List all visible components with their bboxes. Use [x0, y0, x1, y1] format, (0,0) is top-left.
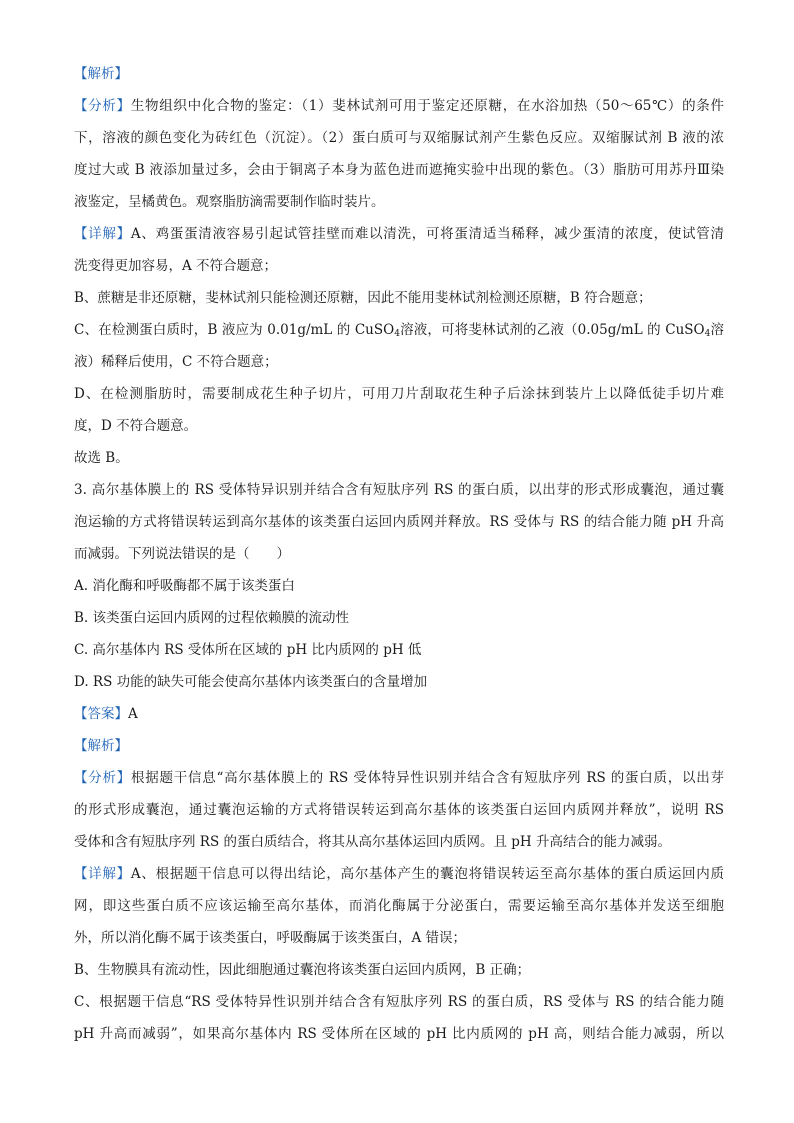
- xiangjie-1-option-d-line-1: D、在检测脂肪时，需要制成花生种子切片，可用刀片刮取花生种子后涂抹到装片上以降低徒手切片难: [74, 386, 724, 402]
- fenxi-1-line-3: 度过大或 B 液添加量过多，会由于铜离子本身为蓝色进而遮掩实验中出现的紫色。（3）脂肪可用苏丹Ⅲ染: [74, 162, 724, 178]
- xiangjie-2-line-3: 外，所以消化酶不属于该类蛋白，呼吸酶属于该类蛋白，A 错误；: [74, 930, 467, 946]
- answer-line: [74, 704, 724, 724]
- fenxi-1-line-4: 液鉴定，呈橘黄色。观察脂肪滴需要制作临时装片。: [74, 194, 385, 210]
- xiangjie-1-line-2: 洗变得更加容易，A 不符合题意；: [74, 258, 278, 274]
- c1-part-a: C、在检测蛋白质时，B 液应为 0.01g/mL 的 CuSO: [74, 322, 395, 338]
- xiangjie-tag: 【详解】: [74, 226, 131, 242]
- answer-value: A: [128, 706, 138, 722]
- fenxi-tag: 【分析】: [74, 98, 131, 114]
- fenxi-2-text-1: 根据题干信息“高尔基体膜上的 RS 受体特异性识别并结合含有短肽序列 RS 的蛋白质，以出芽: [131, 770, 724, 786]
- c1-subscript-1: 4: [394, 329, 400, 339]
- xiangjie-1-option-c-line-2: 液）稀释后使用，C 不符合题意；: [74, 354, 278, 370]
- xiangjie-1-line-1: [74, 224, 724, 244]
- c1-part-b: 溶液，可将斐林试剂的乙液（0.05g/mL 的 CuSO: [399, 322, 705, 338]
- c1-part-c: 溶: [710, 322, 724, 338]
- fenxi-2-line-3: 受体和含有短肽序列 RS 的蛋白质结合，将其从高尔基体运回内质网。且 pH 升高结合的能力减弱。: [74, 834, 671, 850]
- xiangjie-2-line-1: [74, 864, 724, 884]
- xiangjie-2-option-c-line-2: pH 升高而减弱”，如果高尔基体内 RS 受体所在区域的 pH 比内质网的 pH 高，则结合能力减弱，所以: [74, 1026, 724, 1042]
- question-3-option-b: B. 该类蛋白运回内质网的过程依赖膜的流动性: [74, 610, 350, 626]
- fenxi-1-line-2: 下，溶液的颜色变化为砖红色（沉淀）。（2）蛋白质可与双缩脲试剂产生紫色反应。双缩脲试剂 B 液的浓: [74, 130, 724, 146]
- question-3-stem-line-2: 泡运输的方式将错误转运到高尔基体的该类蛋白运回内质网并释放。RS 受体与 RS 的结合能力随 pH 升高: [74, 514, 724, 530]
- question-3-stem-line-3: 而减弱。下列说法错误的是（ ）: [74, 546, 290, 562]
- xiangjie-1-option-c-line-1: [74, 320, 724, 340]
- xiangjie-2-option-b: B、生物膜具有流动性，因此细胞通过囊泡将该类蛋白运回内质网，B 正确；: [74, 962, 531, 978]
- xiangjie-1-option-d-line-2: 度，D 不符合题意。: [74, 418, 198, 434]
- xiangjie-2-text-1: A、根据题干信息可以得出结论，高尔基体产生的囊泡将错误转运至高尔基体的蛋白质运回内质: [130, 866, 724, 882]
- xiangjie-2-option-c-line-1: C、根据题干信息“RS 受体特异性识别并结合含有短肽序列 RS 的蛋白质，RS 受体与 RS 的结合能力随: [74, 994, 724, 1010]
- analysis-heading-2: [74, 736, 724, 756]
- fenxi-2-line-2: 的形式形成囊泡，通过囊泡运输的方式将错误转运到高尔基体的该类蛋白运回内质网并释放”，说明 RS: [74, 802, 724, 818]
- answer-tag: 【答案】: [74, 706, 128, 722]
- choose-line: 故选 B。: [74, 450, 129, 466]
- fenxi-1-line-1: [74, 96, 724, 116]
- xiangjie-2-line-2: 网，即这些蛋白质不应该运输至高尔基体，而消化酶属于分泌蛋白，需要运输至高尔基体并发送至细胞: [74, 898, 724, 914]
- question-3-option-d: D. RS 功能的缺失可能会使高尔基体内该类蛋白的含量增加: [74, 674, 428, 690]
- fenxi-tag-2: 【分析】: [74, 770, 131, 786]
- question-3-option-a: A. 消化酶和呼吸酶都不属于该类蛋白: [74, 578, 295, 594]
- fenxi-2-line-1: [74, 768, 724, 788]
- xiangjie-tag-2: 【详解】: [74, 866, 131, 882]
- fenxi-1-text-1: 生物组织中化合物的鉴定：（1）斐林试剂可用于鉴定还原糖，在水浴加热（50～65℃）的条件: [130, 98, 724, 114]
- analysis-tag: 【解析】: [74, 66, 128, 82]
- question-3-stem-line-1: 3. 高尔基体膜上的 RS 受体特异识别并结合含有短肽序列 RS 的蛋白质，以出芽的形式形成囊泡，通过囊: [74, 482, 724, 498]
- analysis-heading-1: [74, 64, 724, 84]
- analysis-tag-2: 【解析】: [74, 738, 128, 754]
- xiangjie-1-option-b: B、蔗糖是非还原糖，斐林试剂只能检测还原糖，因此不能用斐林试剂检测还原糖，B 符合题意；: [74, 290, 652, 306]
- c1-subscript-2: 4: [704, 329, 711, 339]
- question-3-option-c: C. 高尔基体内 RS 受体所在区域的 pH 比内质网的 pH 低: [74, 642, 422, 658]
- xiangjie-1-text-1: A、鸡蛋蛋清液容易引起试管挂壁而难以清洗，可将蛋清适当稀释，减少蛋清的浓度，使试管清: [130, 226, 724, 242]
